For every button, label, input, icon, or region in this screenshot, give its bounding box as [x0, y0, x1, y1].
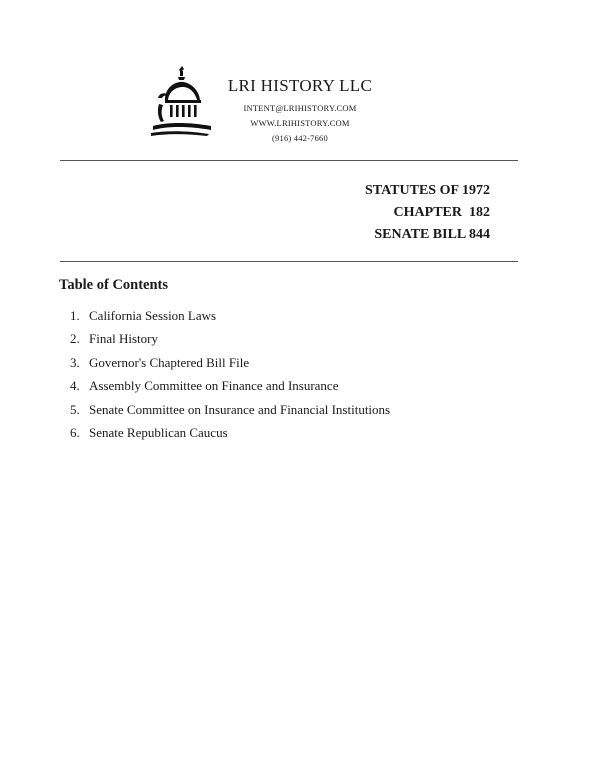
toc-item [70, 400, 390, 423]
toc-item-label: Senate Republican Caucus [89, 424, 228, 440]
toc-item-number: 5. [70, 401, 80, 417]
toc-title: Table of Contents [59, 277, 169, 293]
citation-divider [60, 261, 518, 262]
toc-item-number: 4. [70, 378, 80, 394]
company-name: LRI HISTORY LLC [227, 76, 373, 95]
statute-citation [365, 180, 490, 246]
toc-list [70, 306, 390, 446]
bill-line: SENATE BILL 844 [374, 227, 490, 242]
toc-item-label: California Session Laws [89, 308, 217, 323]
toc-item [70, 353, 390, 376]
company-website: WWW.LRIHISTORY.COM [250, 118, 350, 128]
toc-item-number: 6. [70, 424, 80, 440]
chapter-line: CHAPTER 182 [393, 205, 490, 220]
toc-item-label: Senate Committee on Insurance and Financial Institutions [89, 401, 391, 417]
toc-item [70, 376, 390, 399]
company-phone: (916) 442-7660 [272, 133, 328, 143]
statutes-line: STATUTES OF 1972 [365, 183, 490, 198]
toc-item [70, 329, 390, 352]
header-divider [60, 160, 518, 161]
toc-item [70, 423, 390, 446]
company-email: INTENT@LRIHISTORY.COM [243, 103, 357, 113]
capitol-dome-icon [143, 64, 215, 138]
toc-item-number: 3. [70, 354, 80, 370]
toc-item-label: Assembly Committee on Finance and Insurance [89, 378, 339, 394]
toc-item-label: Final History [89, 331, 158, 347]
toc-item-number: 1. [70, 308, 80, 323]
toc-item [70, 306, 390, 329]
toc-item-number: 2. [70, 331, 80, 347]
company-info [222, 76, 378, 146]
toc-item-label: Governor's Chaptered Bill File [89, 354, 250, 370]
